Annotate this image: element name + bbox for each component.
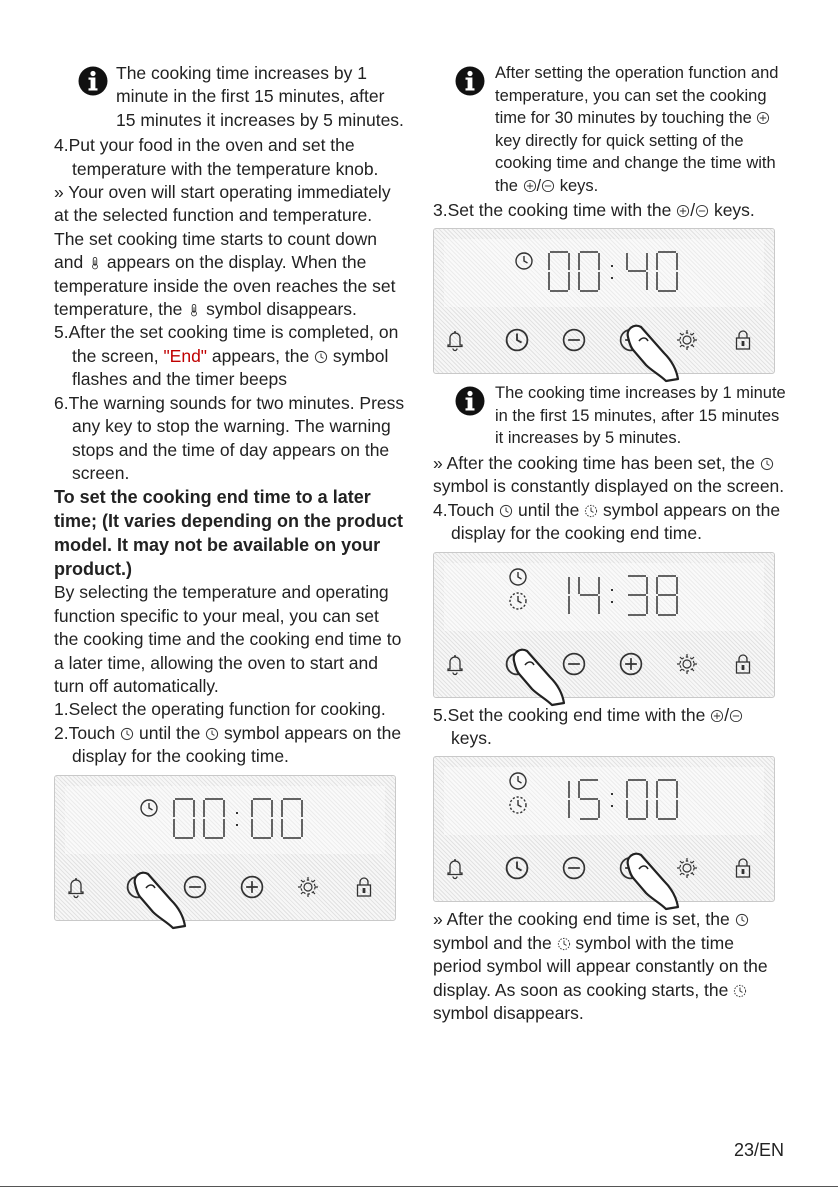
control-panel-display [433, 552, 775, 698]
display-screen [444, 239, 764, 307]
touch-keys [55, 874, 395, 910]
clock-icon [760, 457, 774, 471]
hand-pointer-icon [624, 849, 686, 911]
bell-icon[interactable] [442, 327, 468, 353]
step-4-text: 4.Put your food in the oven and set the temperature with the temperature knob. [54, 135, 379, 179]
operating-paragraph: » Your oven will start operating immediately at the selected function and temperature. The set cooking time starts to count down and appears on the display. When the temperature inside the oven reaches the set temperature, the symbol disappears. [54, 182, 396, 320]
plus-icon [676, 204, 690, 218]
clock-icon [514, 251, 534, 271]
clock-icon [314, 350, 328, 364]
clock-icon [499, 504, 513, 518]
plus-icon [523, 179, 537, 193]
end-clock-icon [584, 504, 598, 518]
minus-icon[interactable] [561, 327, 587, 353]
control-panel-display [433, 228, 775, 374]
settings-icon[interactable] [674, 651, 700, 677]
step-5-text: 5.After the set cooking time is completed, on the screen, "End" appears, the symbol flashes and the timer beeps [54, 322, 399, 390]
thermometer-icon [88, 256, 102, 270]
clock-icon [205, 727, 219, 741]
cooking-time-set-paragraph: » After the cooking time has been set, the symbol is constantly displayed on the screen. [433, 452, 785, 497]
touch-keys [434, 651, 774, 687]
info-note [54, 62, 406, 132]
end-clock-icon [508, 591, 528, 611]
control-panel-display [54, 775, 396, 921]
info-note: The cooking time increases by 1 minute in the first 15 minutes, after 15 minutes it increases by 5 minutes. [433, 382, 787, 450]
hand-pointer-icon [624, 321, 686, 383]
step-6-text: 6.The warning sounds for two minutes. Press any key to stop the warning. The warning stops and the time of day appears on the screen. [54, 392, 405, 483]
step-2-text: 2.Touch until the symbol appears on the display for the cooking time. [54, 722, 402, 767]
touch-keys [434, 327, 774, 363]
settings-icon[interactable] [295, 874, 321, 900]
hand-pointer-icon [510, 645, 572, 707]
end-clock-icon [557, 937, 571, 951]
touch-keys [434, 855, 774, 891]
display-screen [65, 786, 385, 854]
lock-icon[interactable] [730, 327, 756, 353]
lock-icon[interactable] [351, 874, 377, 900]
clock-icon [735, 913, 749, 927]
thermometer-icon [187, 303, 201, 317]
plus-icon[interactable] [618, 651, 644, 677]
clock-icon [508, 567, 528, 587]
plus-icon[interactable] [239, 874, 265, 900]
info-icon [78, 66, 108, 96]
end-time-paragraph: By selecting the temperature and operating function specific to your meal, you can set the cooking time and the cooking end time to a later time, allowing the oven to start and turn off automatically. [54, 582, 402, 696]
step-3-text: 3.Set the cooking time with the / keys. [433, 200, 755, 220]
clock-key-icon[interactable] [504, 855, 530, 881]
end-indicator-text: "End" [163, 345, 208, 366]
right-column [433, 62, 787, 1025]
end-clock-icon [733, 984, 747, 998]
bottom-divider [0, 1186, 838, 1187]
plus-icon [710, 709, 724, 723]
minus-icon[interactable] [561, 855, 587, 881]
info-note: After setting the operation function and temperature, you can set the cooking time for 30 minutes by touching the key directly for quick setting of the cooking time and change the time with the / keys. [433, 62, 787, 197]
minus-icon [541, 179, 555, 193]
clock-icon [139, 798, 159, 818]
left-column [54, 62, 406, 927]
minus-icon [729, 709, 743, 723]
step-5-text: 5.Set the cooking end time with the / keys. [433, 704, 787, 751]
info-icon [455, 66, 485, 96]
step-4-text: 4.Touch until the symbol appears on the display for the cooking end time. [433, 499, 781, 544]
info-note-text: The cooking time increases by 1 minute in the first 15 minutes, after 15 minutes it increases by 5 minutes. [116, 63, 404, 130]
time-display [548, 575, 686, 617]
page-number: 23/EN [733, 1140, 784, 1160]
section-heading: To set the cooking end time to a later time; (It varies depending on the product model. It may not be available on your product.) [54, 487, 404, 580]
info-icon [455, 386, 485, 416]
time-display [548, 779, 686, 821]
step-1-text: 1.Select the operating function for cooking. [54, 699, 386, 720]
time-display [548, 251, 686, 293]
plus-icon [756, 111, 770, 125]
lock-icon[interactable] [730, 855, 756, 881]
time-display [173, 798, 311, 840]
end-time-set-paragraph: » After the cooking end time is set, the symbol and the symbol with the time period symbol will appear constantly on the display. As soon as cooking starts, the symbol disappears. [433, 909, 768, 1023]
control-panel-display [433, 756, 775, 902]
hand-pointer-icon [131, 868, 193, 930]
display-screen [444, 563, 764, 631]
end-clock-icon [508, 795, 528, 815]
bell-icon[interactable] [442, 855, 468, 881]
lock-icon[interactable] [730, 651, 756, 677]
clock-icon [508, 771, 528, 791]
bell-icon[interactable] [63, 874, 89, 900]
minus-icon [695, 204, 709, 218]
clock-icon [120, 727, 134, 741]
clock-key-icon[interactable] [504, 327, 530, 353]
display-screen [444, 767, 764, 835]
bell-icon[interactable] [442, 651, 468, 677]
